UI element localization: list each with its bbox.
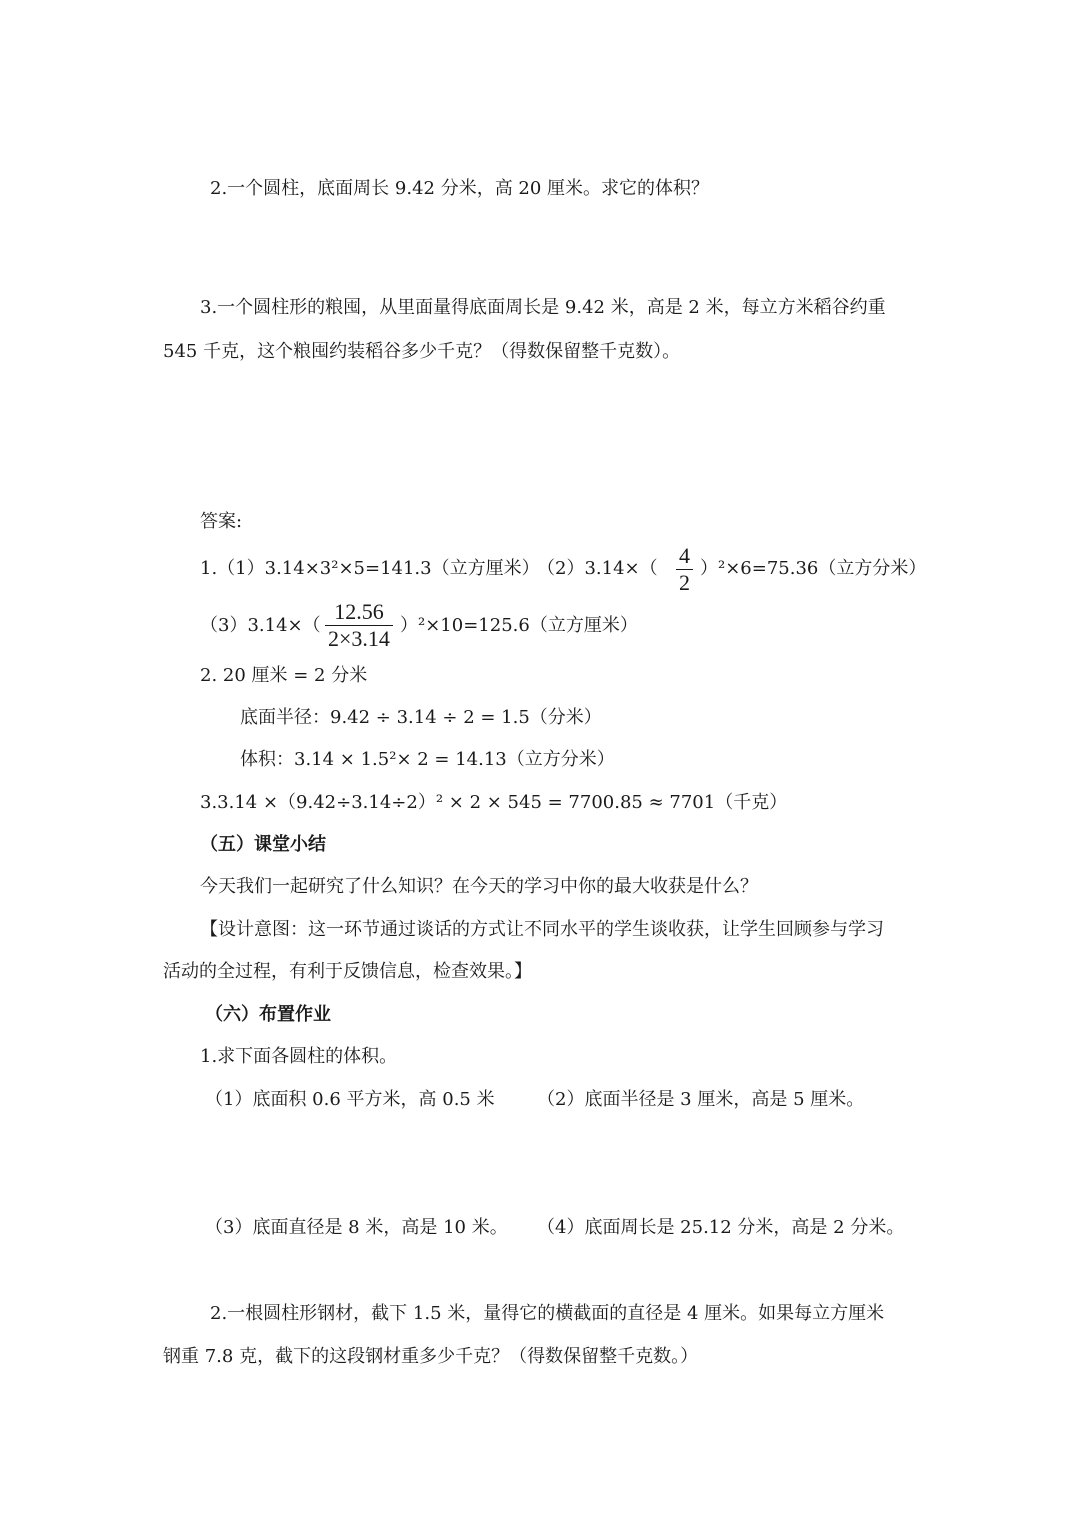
homework-question-1: 1.求下面各圆柱的体积。 [200,1046,398,1067]
answer-1-part-3-suffix: ）²×10=125.6（立方厘米） [400,615,638,636]
answer-1-part-3-fraction [325,599,393,652]
answer-2-line-3: 体积：3.14 × 1.5²× 2 = 14.13（立方分米） [240,749,615,770]
design-intent-line-2: 活动的全过程，有利于反馈信息，检查效果。】 [163,961,532,982]
answer-1-part-1: 1.（1）3.14×3²×5=141.3（立方厘米） [200,558,540,579]
answer-1-part-2-prefix: （2）3.14×（ [537,558,658,579]
design-intent-line-1: 【设计意图：这一环节通过谈话的方式让不同水平的学生谈收获，让学生回顾参与学习 [200,919,884,940]
practice-question-3-line-2: 545 千克，这个粮囤约装稻谷多少千克？（得数保留整千克数）。 [163,341,681,362]
fraction-numerator: 12.56 [334,599,384,624]
homework-question-1-1: （1）底面积 0.6 平方米，高 0.5 米 [205,1089,495,1110]
practice-question-2: 2.一个圆柱，底面周长 9.42 分米，高 20 厘米。求它的体积？ [210,178,710,199]
homework-question-1-2: （2）底面半径是 3 厘米，高是 5 厘米。 [537,1089,865,1110]
summary-heading: （五）课堂小结 [200,834,326,855]
homework-question-1-3: （3）底面直径是 8 米，高是 10 米。 [205,1217,508,1238]
answer-2-line-2: 底面半径：9.42 ÷ 3.14 ÷ 2 = 1.5（分米） [240,707,602,728]
fraction-denominator: 2 [679,570,690,595]
answer-1-part-2-fraction [676,543,693,596]
fraction-denominator: 2×3.14 [328,626,390,651]
fraction-numerator: 4 [679,543,690,568]
homework-heading: （六）布置作业 [205,1004,331,1025]
answer-1-part-3-prefix: （3）3.14×（ [200,615,321,636]
homework-question-2-line-1: 2.一根圆柱形钢材，截下 1.5 米，量得它的横截面的直径是 4 厘米。如果每立方厘米 [210,1303,885,1324]
summary-question: 今天我们一起研究了什么知识？在今天的学习中你的最大收获是什么？ [200,876,758,897]
homework-question-2-line-2: 钢重 7.8 克，截下的这段钢材重多少千克？（得数保留整千克数。） [163,1346,699,1367]
practice-question-3-line-1: 3.一个圆柱形的粮囤，从里面量得底面周长是 9.42 米，高是 2 米，每立方米稻谷约重 [200,297,886,318]
answer-1-part-2-suffix: ）²×6=75.36（立方分米） [700,558,927,579]
homework-question-1-4: （4）底面周长是 25.12 分米，高是 2 分米。 [537,1217,905,1238]
answers-heading: 答案: [200,511,243,532]
answer-3: 3.3.14 ×（9.42÷3.14÷2）² × 2 × 545 = 7700.85 ≈ 7701（千克） [200,792,788,813]
answer-2-line-1: 2. 20 厘米 = 2 分米 [200,665,368,686]
